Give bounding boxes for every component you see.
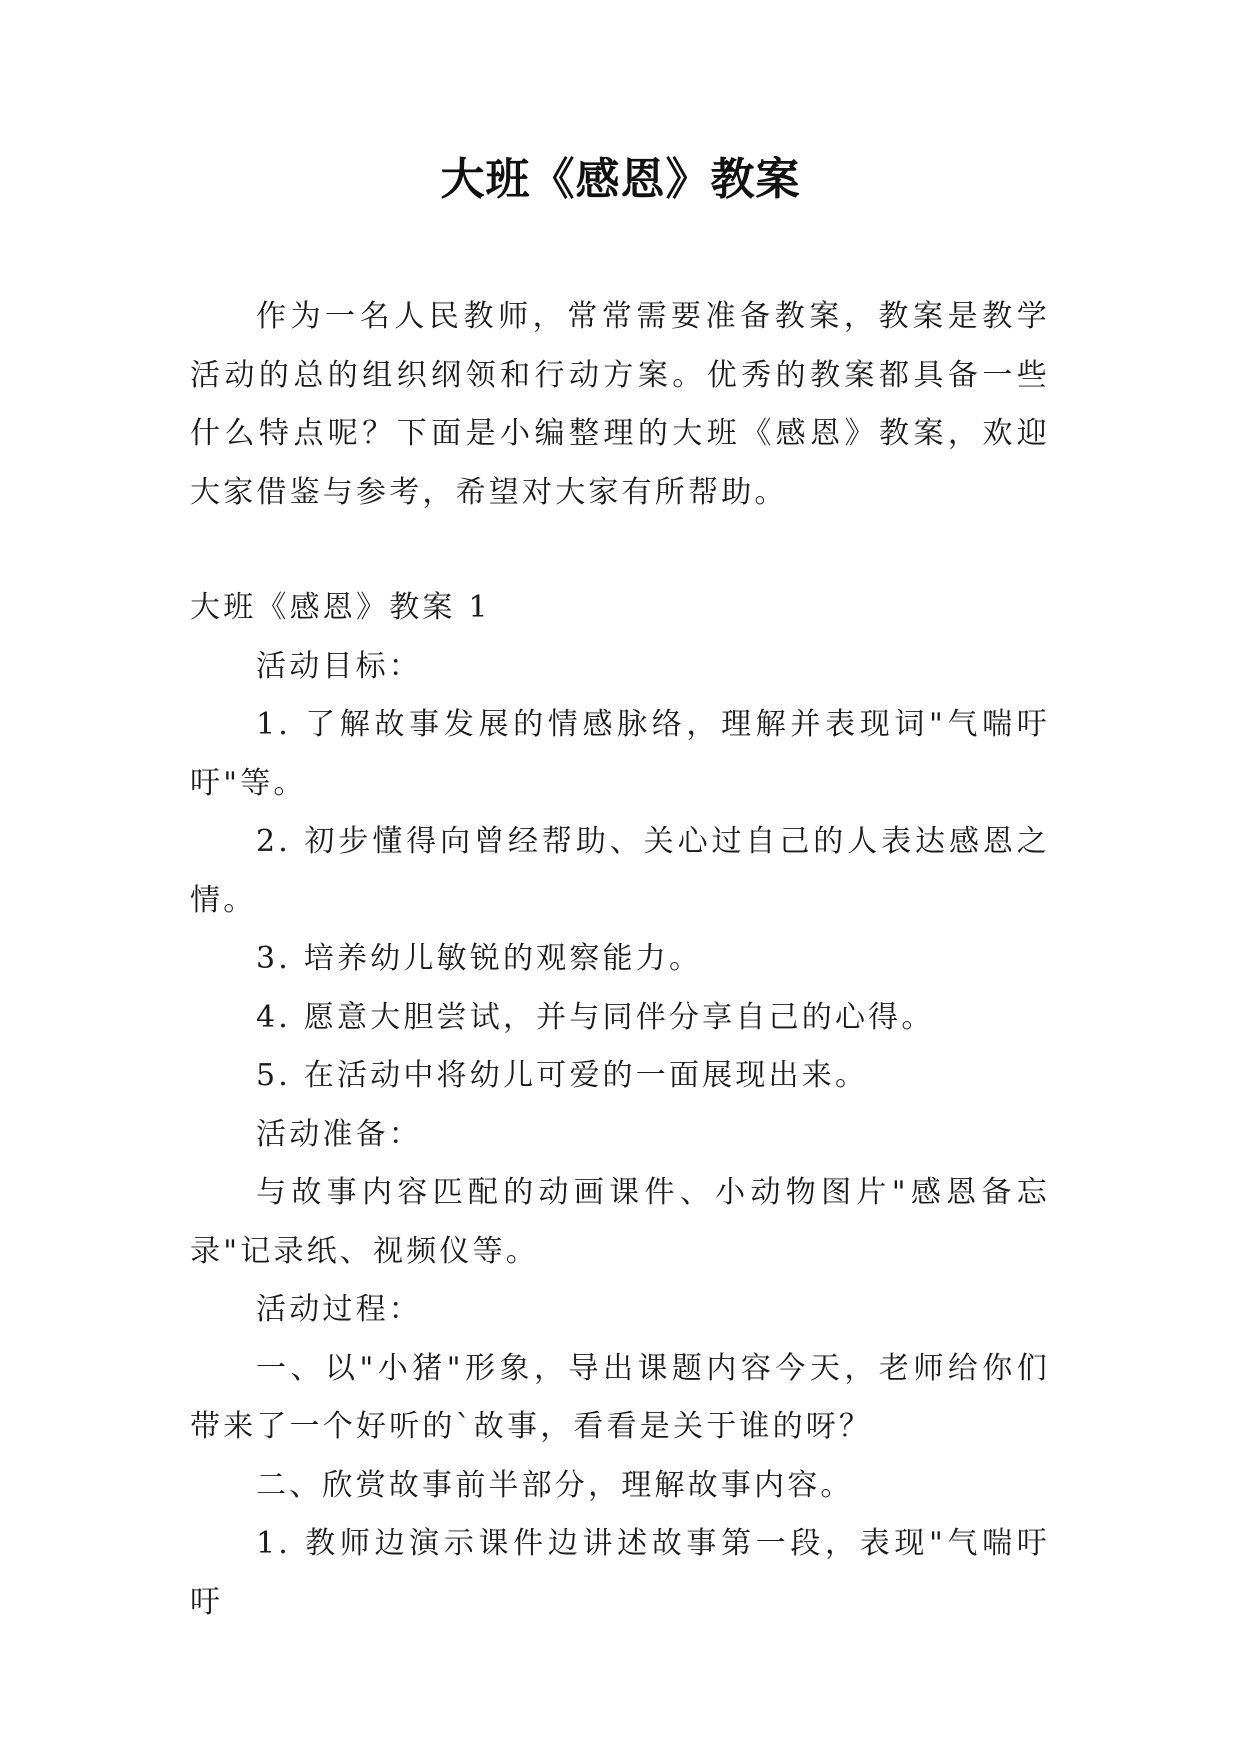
activity-goals-label: 活动目标： xyxy=(256,648,422,684)
process-step-2: 二、欣赏故事前半部分，理解故事内容。 xyxy=(256,1467,854,1503)
section-heading: 大班《感恩》教案 1 xyxy=(190,590,491,625)
activity-process-label: 活动过程： xyxy=(256,1292,422,1327)
document-title: 大班《感恩》教案 xyxy=(440,154,801,205)
goal-item-2: 2. 初步懂得向曾经帮助、关心过自己的人表达感恩之情。 xyxy=(190,824,1050,918)
process-substep-1: 1. 教师边演示课件边讲述故事第一段，表现"气喘吁吁 xyxy=(190,1526,1050,1620)
goal-item-4: 4. 愿意大胆尝试，并与同伴分享自己的心得。 xyxy=(256,999,935,1035)
goal-item-1: 1. 了解故事发展的情感脉络，理解并表现词"气喘吁吁"等。 xyxy=(190,707,1050,801)
intro-paragraph: 作为一名人民教师，常常需要准备教案，教案是教学活动的总的组织纲领和行动方案。优秀的教案都具备一些什么特点呢？下面是小编整理的大班《感恩》教案，欢迎大家借鉴与参考，希望对大家有所帮助。 xyxy=(190,299,1050,510)
lesson-plan-section xyxy=(190,579,1050,1632)
intro-block xyxy=(190,288,1050,522)
goal-item-3: 3. 培养幼儿敏锐的观察能力。 xyxy=(256,941,703,976)
activity-preparation-label: 活动准备： xyxy=(256,1116,422,1152)
process-step-1: 一、以"小猪"形象，导出课题内容今天，老师给你们带来了一个好听的`故事，看看是关于谁的呀？ xyxy=(190,1350,1050,1444)
preparation-paragraph: 与故事内容匹配的动画课件、小动物图片"感恩备忘录"记录纸、视频仪等。 xyxy=(190,1175,1050,1269)
goal-item-5: 5. 在活动中将幼儿可爱的一面展现出来。 xyxy=(256,1058,869,1093)
